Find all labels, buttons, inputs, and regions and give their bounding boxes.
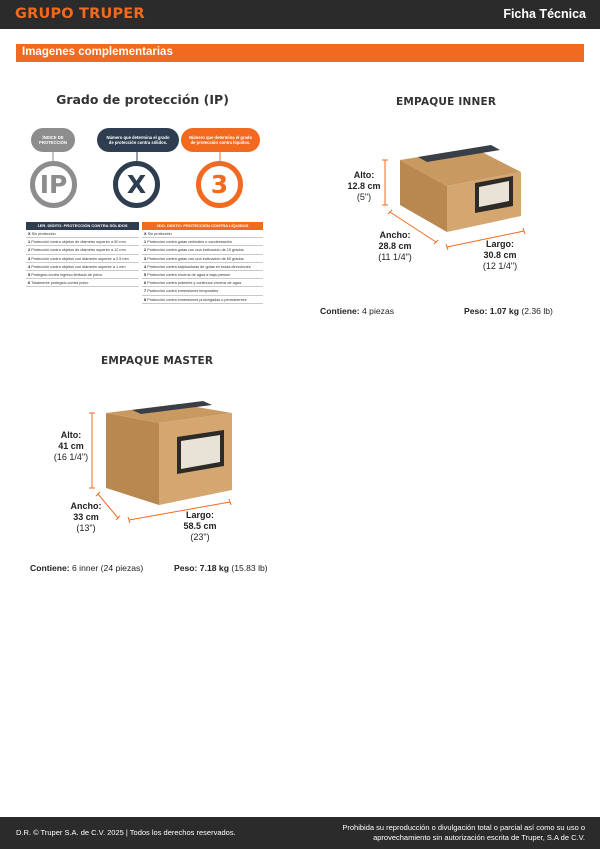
row-text: Protección contra objetos de diámetro superior a 50 mm [31,240,126,245]
row-digit: X [28,232,31,236]
dimension-in: (16 1/4") [53,452,89,462]
master-peso [174,563,268,573]
row-digit: X [144,232,147,236]
row-digit: 1 [28,240,31,245]
peso-lb: (15.83 lb) [231,563,268,573]
peso-kg: 1.07 kg [489,306,519,316]
row-digit: 1 [144,240,147,245]
footer-legal-line: aprovechamiento sin autorización escrita de Truper, S.A de C.V. [373,833,585,842]
footer-bar [0,817,600,849]
footer-legal-line: Prohibida su reproducción o divulgación total o parcial así como su uso o [342,823,585,832]
pill-line: Número que determina el grado [106,135,170,140]
peso-kg: 7.18 kg [199,563,229,573]
row-text: Protección contra gotas con una inclinación de 60 grados [147,256,244,261]
row-text: Protección contra chorros de agua a baja presión [147,272,231,277]
peso-label: Peso: [464,306,488,316]
contiene-label: Contiene: [320,306,360,316]
contiene-label: Contiene: [30,563,70,573]
inner-title: EMPAQUE INNER [396,96,497,108]
pill-line: PROTECCIÓN [39,140,67,145]
master-alto [45,430,97,463]
footer-copyright: D.R. © Truper S.A. de C.V. 2025 | Todos los derechos reservados. [16,828,236,837]
pill-line: Número que determina el grado [188,135,253,140]
brand-logo: GRUPO TRUPER [15,6,145,22]
row-text: Sin protección [31,232,56,236]
dimension-cm: 12.8 cm [347,181,381,191]
row-digit: 2 [28,248,31,253]
dimension-cm: 41 cm [58,441,84,451]
dimension-in: (5") [356,192,372,202]
liquids-table-header: 2DO. DÍGITO: PROTECCIÓN CONTRA LÍQUIDOS [142,222,263,230]
ip-circle-liquids: 3 [196,161,243,208]
ip-circle-solids: X [113,161,160,208]
pill-line: de protección contra sólidos. [108,140,168,145]
pill-line: de protección contra líquidos. [190,140,251,145]
dimension-label: Alto: [353,170,375,180]
row-text: Protección contra inmersiones temporales [147,289,219,294]
dimension-label: Largo: [486,239,514,249]
row-digit: 4 [28,264,31,269]
row-text: Sin protección [147,232,172,236]
row-digit: 6 [28,281,31,286]
section-title: Imagenes complementarias [22,46,173,58]
dimension-in: (23") [190,532,210,542]
ip-title: Grado de protección (IP) [56,92,229,107]
dimension-in: (11 1/4") [378,252,412,262]
ip-circle-index: IP [30,161,77,208]
footer-legal [315,823,585,843]
row-text: Totalmente protegido contra polvo [31,281,89,286]
peso-lb: (2.36 lb) [521,306,553,316]
dimension-cm: 58.5 cm [183,521,217,531]
row-text: Protección contra potentes y continuos chorros de agua [147,281,242,286]
row-digit: 2 [144,248,147,253]
dimension-cm: 30.8 cm [483,250,517,260]
row-text: Protección contra objetos con diámetro superior a 1 mm [31,264,126,269]
solids-table-header: 1ER. DÍGITO: PROTECCIÓN CONTRA SÓLIDOS [26,222,139,230]
contiene-value: 4 piezas [362,306,395,316]
dimension-in: (12 1/4") [482,261,518,271]
row-digit: 3 [28,256,31,261]
row-digit: 3 [144,256,147,261]
pill-line: ÍNDICE DE [42,135,64,140]
row-digit: 5 [144,272,147,277]
row-digit: 5 [28,272,31,277]
contiene-value: 6 inner (24 piezas) [72,563,144,573]
master-title: EMPAQUE MASTER [101,355,214,367]
dimension-label: Ancho: [70,501,102,511]
dimension-label: Alto: [60,430,82,440]
row-text: Protección contra salpicaduras de gotas en todas direcciones [147,264,251,269]
dimension-cm: 28.8 cm [378,241,412,251]
row-text: Protegido contra ingreso limitado de polvo [31,272,103,277]
row-text: Protección contra objetos con diámetro superior a 2.5 mm [31,256,129,261]
row-digit: 8 [144,297,147,302]
dimension-label: Ancho: [379,230,411,240]
peso-label: Peso: [174,563,198,573]
row-digit: 4 [144,264,147,269]
master-ancho [60,501,112,534]
row-digit: 7 [144,289,147,294]
row-text: Protección contra gotas con una inclinación de 15 grados [147,248,244,253]
row-text: Protección contra inmersiones prolongadas o permanentes [147,297,247,302]
dimension-cm: 33 cm [73,512,99,522]
row-text: Protección contra objetos de diámetro superior a 12 mm [31,248,126,253]
dimension-label: Largo: [186,510,214,520]
master-largo [172,510,228,543]
row-text: Protección contra gotas verticales o condensación [147,240,232,245]
dimension-in: (13") [76,523,96,533]
master-contiene [30,563,143,573]
row-digit: 6 [144,281,147,286]
page-title: Ficha Técnica [503,7,586,21]
